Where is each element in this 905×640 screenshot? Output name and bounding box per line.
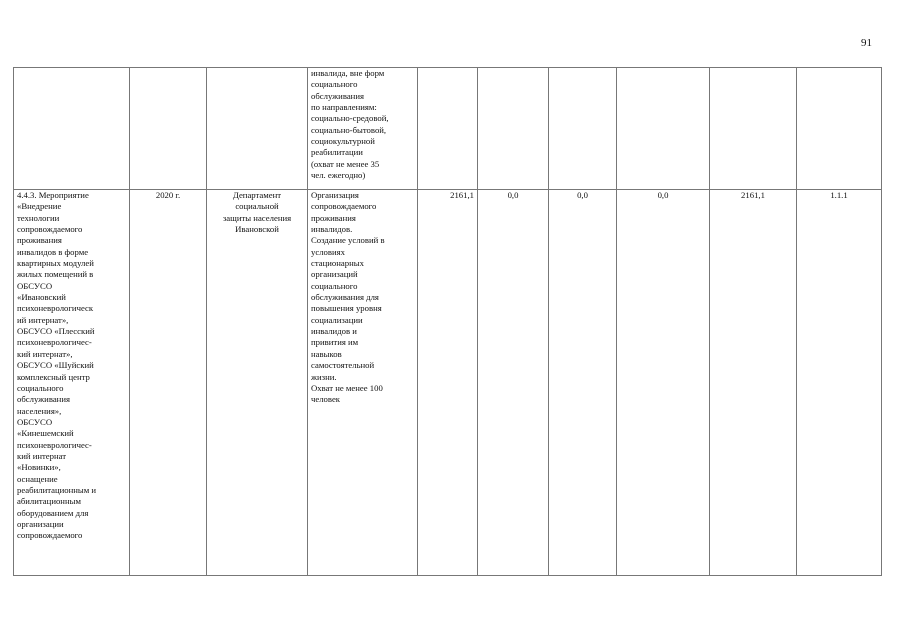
cell-value-4: 2161,1 — [710, 190, 797, 576]
cell-value-2 — [549, 68, 617, 190]
cell-executor: Департамент социальной защиты населения Ивановской — [207, 190, 308, 576]
cell-code — [797, 68, 882, 190]
cell-value-3 — [617, 68, 710, 190]
cell-result: Организация сопровождаемого проживания инвалидов. Создание условий в условиях стационарных организаций социального обслуживания для повышения уровня социализации инвалидов и привития им навыков самостоятельной жизни. Охват не менее 100 человек — [308, 190, 418, 576]
table-row-continuation — [14, 68, 882, 190]
cell-result: инвалида, вне форм социального обслуживания по направлениям: социально-средовой, социально-бытовой, социокультурной реабилитации (охват не менее 35 чел. ежегодно) — [308, 68, 418, 190]
cell-total — [418, 68, 478, 190]
program-activities-table — [13, 67, 882, 576]
cell-year — [130, 68, 207, 190]
cell-value-1: 0,0 — [478, 190, 549, 576]
cell-activity: 4.4.3. Мероприятие «Внедрение технологии сопровождаемого проживания инвалидов в форме квартирных модулей жилых помещений в ОБСУСО «Ивановский психоневрологическ ий интернат», ОБСУСО «Плесский психоневрологичес- кий интернат», ОБСУСО «Шуйский комплексный центр социального обслуживания населения», ОБСУСО «Кинешемский психоневрологичес- кий интернат «Новинки», оснащение реабилитационным и абилитационным оборудованием для организации сопровождаемого — [14, 190, 130, 576]
cell-year: 2020 г. — [130, 190, 207, 576]
cell-executor — [207, 68, 308, 190]
cell-total: 2161,1 — [418, 190, 478, 576]
page-number: 91 — [861, 37, 872, 49]
cell-value-4 — [710, 68, 797, 190]
cell-code: 1.1.1 — [797, 190, 882, 576]
cell-value-2: 0,0 — [549, 190, 617, 576]
table-row-activity-4-4-3 — [14, 190, 882, 576]
cell-value-1 — [478, 68, 549, 190]
cell-value-3: 0,0 — [617, 190, 710, 576]
cell-activity — [14, 68, 130, 190]
